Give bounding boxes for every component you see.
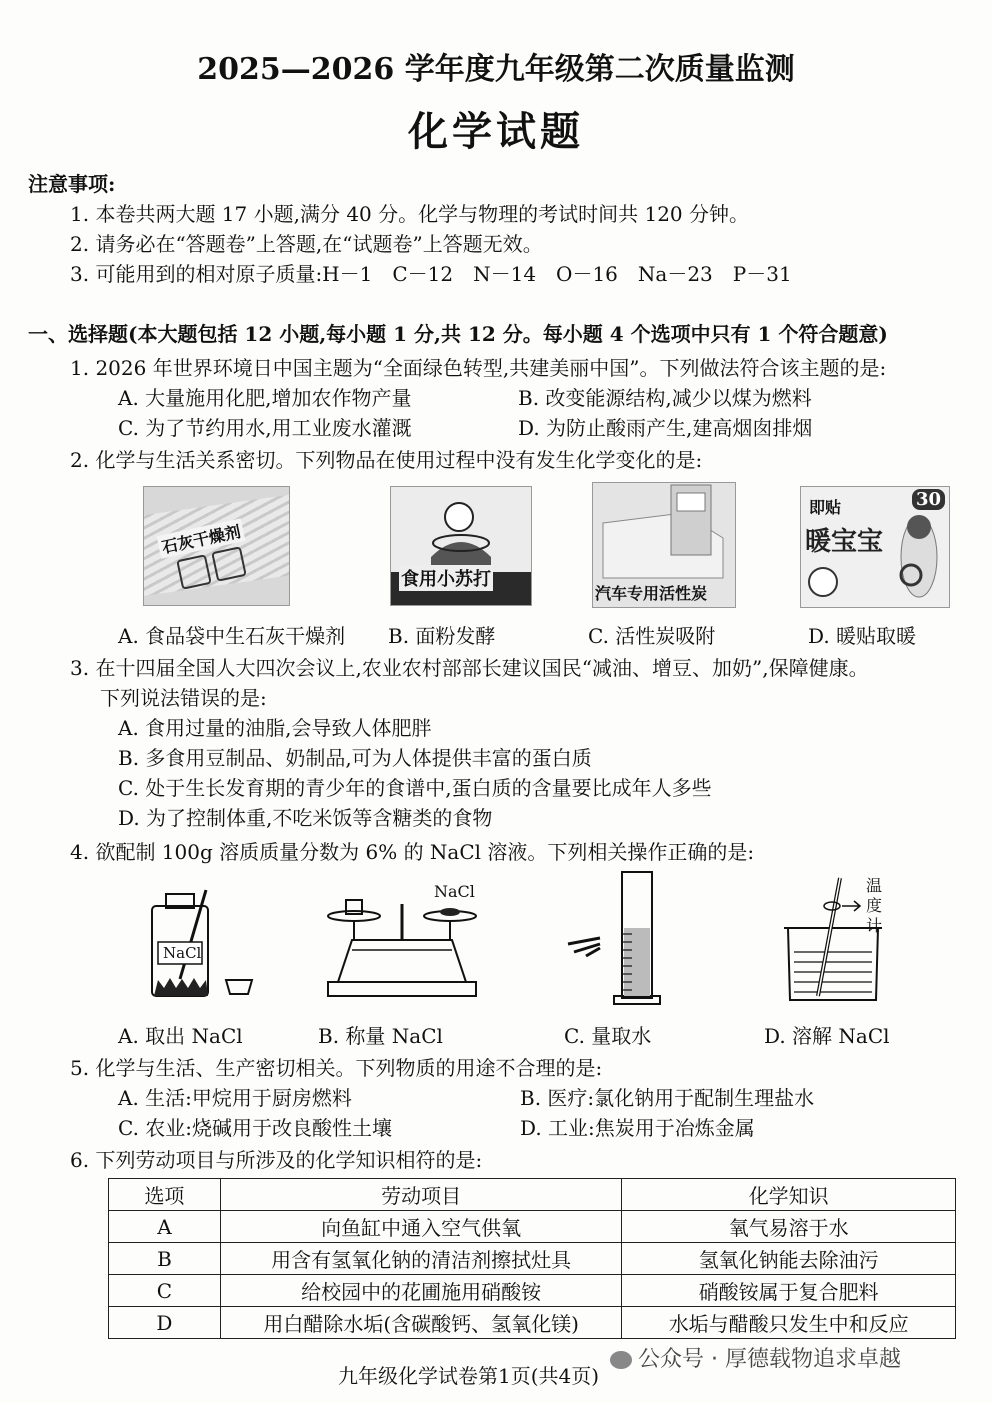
hand-warmer-top-label: 即贴	[809, 498, 842, 517]
table-header-cell: 劳动项目	[220, 1179, 622, 1211]
table-header-cell: 选项	[109, 1179, 221, 1211]
table-header-row	[109, 1179, 956, 1211]
page-footer: 九年级化学试卷第1页(共4页)	[338, 1364, 600, 1388]
thermometer-label-2: 度	[866, 896, 883, 915]
q2-option-a: A. 食品袋中生石灰干燥剂	[118, 624, 346, 648]
baking-soda-label: 食用小苏打	[399, 565, 493, 591]
section-heading: 一、选择题(本大题包括 12 小题,每小题 1 分,共 12 分。每小题 4 个选项中只有 1 个符合题意)	[28, 322, 888, 346]
table-header-cell: 化学知识	[622, 1179, 956, 1211]
table-cell: 氢氧化钠能去除油污	[622, 1243, 956, 1275]
bottle-label: NaCl	[163, 944, 202, 962]
q5-option-a: A. 生活:甲烷用于厨房燃料	[118, 1086, 352, 1110]
table-cell: B	[109, 1243, 221, 1275]
table-cell: 用白醋除水垢(含碳酸钙、氢氧化镁)	[220, 1307, 622, 1339]
table-cell: 给校园中的花圃施用硝酸铵	[220, 1275, 622, 1307]
exam-subtitle: 化学试题	[408, 108, 584, 155]
q6-stem: 6. 下列劳动项目与所涉及的化学知识相符的是:	[70, 1148, 483, 1172]
thermometer-label-3: 计	[866, 916, 883, 935]
q5-option-d: D. 工业:焦炭用于冶炼金属	[520, 1116, 755, 1140]
q1-option-b: B. 改变能源结构,减少以煤为燃料	[518, 386, 812, 410]
graduated-cylinder-figure	[560, 868, 670, 1006]
q4-stem: 4. 欲配制 100g 溶质质量分数为 6% 的 NaCl 溶液。下列相关操作正确的是:	[70, 840, 755, 864]
q3-stem-2: 下列说法错误的是:	[100, 686, 267, 710]
activated-carbon-photo	[592, 482, 736, 608]
q4-option-a: A. 取出 NaCl	[118, 1024, 243, 1048]
q4-option-c: C. 量取水	[564, 1024, 652, 1048]
table-row	[109, 1307, 956, 1339]
q3-option-d: D. 为了控制体重,不吃米饭等含糖类的食物	[118, 806, 493, 830]
desiccant-label: 石灰干燥剂	[157, 518, 246, 558]
table-row	[109, 1211, 956, 1243]
q2-option-b: B. 面粉发酵	[388, 624, 496, 648]
hand-warmer-photo	[800, 486, 950, 608]
notice-item-1: 1. 本卷共两大题 17 小题,满分 40 分。化学与物理的考试时间共 120 分钟。	[70, 202, 750, 226]
balance-label: NaCl	[434, 882, 475, 901]
baking-soda-photo	[390, 486, 532, 606]
reagent-bottle-figure	[140, 884, 280, 1002]
hand-warmer-main-label: 暖宝宝	[805, 527, 884, 557]
table-cell: 用含有氢氧化钠的清洁剂擦拭灶具	[220, 1243, 622, 1275]
q1-option-c: C. 为了节约用水,用工业废水灌溉	[118, 416, 412, 440]
hand-warmer-badge: 30	[912, 489, 945, 510]
thermometer-label-1: 温	[866, 876, 883, 895]
q4-option-d: D. 溶解 NaCl	[764, 1024, 890, 1048]
wechat-icon	[610, 1351, 632, 1369]
table-cell: 向鱼缸中通入空气供氧	[220, 1211, 622, 1243]
q3-option-a: A. 食用过量的油脂,会导致人体肥胖	[118, 716, 432, 740]
notice-item-2: 2. 请务必在“答题卷”上答题,在“试题卷”上答题无效。	[70, 232, 543, 256]
notice-heading: 注意事项:	[28, 172, 116, 196]
q4-option-b: B. 称量 NaCl	[318, 1024, 443, 1048]
exam-title: 2025—2026 学年度九年级第二次质量监测	[197, 52, 795, 87]
q5-option-c: C. 农业:烧碱用于改良酸性土壤	[118, 1116, 393, 1140]
q1-option-a: A. 大量施用化肥,增加农作物产量	[118, 386, 412, 410]
desiccant-photo	[143, 486, 290, 606]
table-cell: 硝酸铵属于复合肥料	[622, 1275, 956, 1307]
notice-item-3: 3. 可能用到的相对原子质量:H－1 C－12 N－14 O－16 Na－23 P－31	[70, 262, 792, 286]
table-row	[109, 1243, 956, 1275]
q1-stem: 1. 2026 年世界环境日中国主题为“全面绿色转型,共建美丽中国”。下列做法符合该主题的是:	[70, 356, 887, 380]
watermark-text: 公众号 · 厚德载物追求卓越	[638, 1347, 901, 1372]
q2-option-d: D. 暖贴取暖	[808, 624, 917, 648]
q1-option-d: D. 为防止酸雨产生,建高烟囱排烟	[518, 416, 813, 440]
q3-option-b: B. 多食用豆制品、奶制品,可为人体提供丰富的蛋白质	[118, 746, 592, 770]
watermark	[610, 1342, 901, 1373]
table-cell: A	[109, 1211, 221, 1243]
table-cell: 水垢与醋酸只发生中和反应	[622, 1307, 956, 1339]
q5-option-b: B. 医疗:氯化钠用于配制生理盐水	[520, 1086, 815, 1110]
table-row	[109, 1275, 956, 1307]
q6-table	[108, 1178, 956, 1339]
table-cell: D	[109, 1307, 221, 1339]
q3-stem: 3. 在十四届全国人大四次会议上,农业农村部部长建议国民“减油、增豆、加奶”,保障健康。	[70, 656, 869, 680]
activated-carbon-label: 汽车专用活性炭	[595, 584, 708, 603]
q3-option-c: C. 处于生长发育期的青少年的食谱中,蛋白质的含量要比成年人多些	[118, 776, 712, 800]
table-cell: 氧气易溶于水	[622, 1211, 956, 1243]
q2-option-c: C. 活性炭吸附	[588, 624, 716, 648]
q5-stem: 5. 化学与生活、生产密切相关。下列物质的用途不合理的是:	[70, 1056, 603, 1080]
q2-stem: 2. 化学与生活关系密切。下列物品在使用过程中没有发生化学变化的是:	[70, 448, 703, 472]
table-cell: C	[109, 1275, 221, 1307]
